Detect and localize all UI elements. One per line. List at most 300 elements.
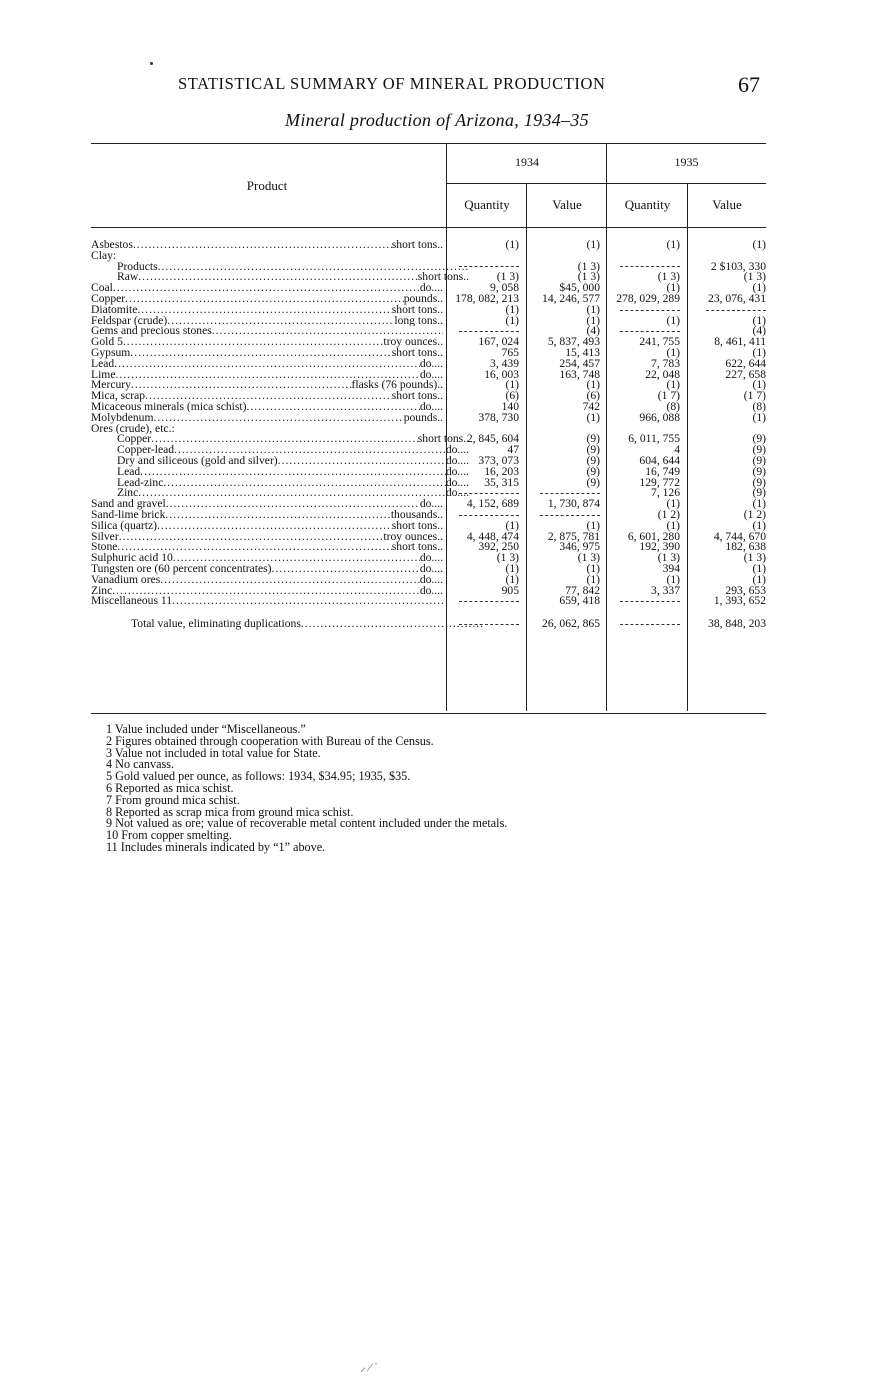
year-1935-header: 1935	[674, 155, 699, 169]
table-body	[91, 240, 766, 637]
quantity-1935-cell: 4	[674, 443, 680, 457]
value-1935-cell: 293, 653	[725, 583, 766, 597]
row-name: Molybdenum	[91, 412, 154, 424]
row-name: Mercury	[91, 380, 131, 392]
row-unit: troy ounces..	[383, 337, 443, 348]
leader-dots	[137, 305, 391, 316]
row-name: Raw	[117, 272, 139, 284]
value-1934-cell: 77, 842	[565, 583, 600, 597]
quantity-1934-cell: 392, 250	[478, 540, 519, 554]
value-1935-cell: 227, 658	[725, 367, 766, 381]
value-1934-cell: (1 3)	[577, 551, 600, 565]
leader-dots	[119, 532, 384, 543]
leader-dots	[112, 586, 420, 597]
row-unit: flasks (76 pounds)..	[351, 380, 443, 392]
dash-placeholder	[620, 624, 680, 625]
row-unit: troy ounces..	[383, 531, 443, 543]
value-1934-cell: 14, 246, 577	[542, 291, 600, 305]
row-label	[91, 586, 443, 597]
value-1934-cell: (1 3)	[577, 259, 600, 273]
leader-dots	[115, 370, 419, 381]
leader-dots	[123, 337, 384, 348]
leader-dots	[174, 445, 446, 456]
quantity-1935-cell: (1 2)	[657, 507, 680, 521]
quantity-1935-cell: 604, 644	[639, 453, 680, 467]
dash-placeholder	[706, 310, 766, 311]
row-name: Asbestos	[91, 240, 133, 251]
leader-dots	[172, 596, 443, 607]
value-1935-cell: 622, 644	[725, 356, 766, 370]
quantity-1935-cell: (1)	[666, 518, 680, 532]
row-unit: do....	[419, 563, 443, 575]
value-1935-cell: 1, 393, 652	[713, 594, 766, 608]
quantity-1935-cell: (1)	[666, 281, 680, 295]
value-1934-cell: (1)	[586, 572, 600, 586]
table-row	[91, 240, 766, 251]
row-label	[91, 262, 469, 273]
value-1935-cell: (1)	[752, 378, 766, 392]
total-label	[91, 611, 483, 637]
value-1935-cell: 4, 744, 670	[713, 529, 766, 543]
row-unit: do....	[445, 477, 469, 489]
dash-placeholder	[620, 331, 680, 332]
table-row	[91, 291, 766, 305]
leader-dots	[153, 413, 403, 424]
table-row	[91, 410, 766, 424]
footnote: 2 Figures obtained through cooperation with Bureau of the Census.	[106, 733, 434, 748]
year-1934-header: 1934	[515, 155, 539, 169]
footnote: 1 Value included under “Miscellaneous.”	[106, 722, 306, 736]
dash-placeholder	[620, 310, 680, 311]
quantity-1935-cell: (8)	[666, 399, 680, 413]
total-value-1935-cell: 38, 848, 203	[708, 617, 766, 631]
row-name: Products	[117, 261, 158, 273]
value-1934-cell: (1)	[586, 561, 600, 575]
value-1935-cell: (9)	[752, 443, 766, 457]
value-1935-cell: (9)	[752, 453, 766, 467]
total-name: Total value, eliminating duplications	[131, 617, 301, 631]
table-bottom-rule	[91, 713, 766, 714]
row-label	[91, 359, 443, 370]
row-name: Copper	[91, 293, 126, 305]
table-row	[91, 302, 766, 316]
row-unit: short tons..	[391, 520, 443, 532]
value-1935-cell: (1)	[752, 561, 766, 575]
quantity-1934-cell: (1)	[505, 572, 519, 586]
row-label	[91, 283, 443, 294]
value-1935-cell: 8, 461, 411	[714, 335, 766, 349]
footnote: 8 Reported as scrap mica from ground mica schist.	[106, 804, 354, 819]
row-name: Silver	[91, 531, 119, 543]
quantity-1934-cell	[446, 596, 519, 607]
row-label	[91, 575, 443, 586]
scan-mark: ⸝ ⁄ ˈ	[360, 1360, 379, 1374]
row-unit: do....	[419, 358, 443, 370]
value-1934-cell: (4)	[586, 324, 600, 338]
value-1934-header: Value	[552, 197, 582, 212]
footnote: 5 Gold valued per ounce, as follows: 1934, $34.95; 1935, $35.	[106, 769, 411, 784]
leader-dots	[278, 456, 446, 467]
row-unit: short tons..	[391, 391, 443, 402]
row-label	[91, 499, 443, 510]
value-1934-cell: 659, 418	[559, 594, 600, 608]
quantity-1935-cell: 394	[662, 561, 680, 575]
dash-placeholder	[459, 331, 519, 332]
row-unit: do....	[419, 574, 443, 586]
row-unit: short tons..	[391, 542, 443, 554]
row-label	[91, 348, 443, 359]
row-name: Mica, scrap	[91, 391, 146, 402]
dash-placeholder	[459, 624, 519, 625]
row-label	[91, 456, 469, 467]
row-label	[91, 532, 443, 543]
footnote: 3 Value not included in total value for State.	[106, 745, 321, 760]
table-title: Mineral production of Arizona, 1934–35	[285, 110, 589, 130]
quantity-1935-cell: (1)	[666, 345, 680, 359]
leader-dots	[165, 510, 390, 521]
row-name: Copper-lead	[117, 445, 175, 456]
footnote: 10 From copper smelting.	[106, 828, 232, 843]
row-label	[91, 326, 443, 337]
leader-dots	[113, 283, 420, 294]
row-label	[91, 434, 469, 445]
table-row	[91, 251, 766, 262]
quantity-1935-cell: 241, 755	[639, 335, 680, 349]
row-name: Lead-zinc	[117, 477, 164, 489]
quantity-1934-cell: 16, 003	[484, 367, 519, 381]
value-1935-header: Value	[712, 197, 742, 212]
quantity-1934-cell: 373, 073	[478, 453, 519, 467]
quantity-1934-cell: (1)	[505, 518, 519, 532]
table-row	[91, 272, 766, 283]
leader-dots	[212, 326, 443, 337]
row-label	[91, 521, 443, 532]
row-name: Gypsum	[91, 347, 131, 359]
quantity-1934-cell: (1)	[505, 561, 519, 575]
value-1935-cell: (1)	[752, 345, 766, 359]
dash-placeholder	[620, 266, 680, 267]
quantity-1934-cell: (1)	[505, 238, 519, 251]
value-1934-cell: (9)	[586, 443, 600, 457]
value-1935-cell: (1 3)	[743, 551, 766, 565]
quantity-1935-cell: 7, 126	[651, 486, 680, 500]
row-name: Coal	[91, 283, 113, 294]
value-1934-cell: (9)	[586, 464, 600, 478]
page-header	[0, 74, 874, 98]
quantity-1935-cell: 966, 088	[639, 410, 680, 424]
row-name: Stone	[91, 542, 118, 554]
value-1934-cell: 1, 730, 874	[547, 497, 600, 511]
row-label	[91, 553, 443, 564]
mineral-production-table	[91, 143, 766, 713]
value-1935-cell: (1)	[752, 313, 766, 327]
row-label	[91, 445, 469, 456]
table-row	[91, 337, 766, 348]
value-1935-cell: 2 $103, 330	[710, 259, 766, 273]
row-name: Copper	[117, 434, 152, 446]
row-unit: short tons..	[417, 434, 469, 446]
row-name: Clay:	[91, 250, 117, 262]
row-unit: thousands..	[390, 509, 443, 521]
row-label	[91, 294, 443, 305]
value-1935-cell: 182, 638	[725, 540, 766, 554]
quantity-1934-cell: (1 3)	[496, 270, 519, 284]
value-1934-cell: 346, 975	[559, 540, 600, 554]
row-label	[91, 391, 443, 402]
value-1934-cell: 163, 748	[559, 367, 600, 381]
running-head: STATISTICAL SUMMARY OF MINERAL PRODUCTION	[178, 74, 606, 93]
leader-dots	[117, 542, 391, 553]
value-1934-cell: 254, 457	[559, 356, 600, 370]
leader-dots	[114, 359, 420, 370]
value-1934-cell: (1)	[586, 518, 600, 532]
quantity-1934-cell: 3, 439	[490, 356, 519, 370]
table-row	[91, 583, 766, 597]
value-1934-cell: (1 3)	[577, 270, 600, 284]
row-unit: do....	[419, 553, 443, 564]
value-1934-cell: 2, 875, 781	[547, 529, 600, 543]
value-1934-cell: (1)	[586, 313, 600, 327]
dash-placeholder	[459, 601, 519, 602]
quantity-1934-cell: (1 3)	[496, 551, 519, 565]
row-name: Diatomite	[91, 304, 138, 316]
quantity-1934-cell: 9, 058	[490, 281, 519, 295]
row-unit: pounds..	[403, 412, 443, 424]
row-label	[91, 467, 469, 478]
leader-dots	[173, 553, 420, 564]
quantity-1934-cell: (1)	[505, 378, 519, 392]
value-1935-cell: (1)	[752, 518, 766, 532]
row-name: Sand-lime brick	[91, 509, 166, 521]
dash-placeholder	[620, 601, 680, 602]
value-1935-cell: (1 7)	[743, 389, 766, 403]
quantity-1935-cell: (1 7)	[657, 389, 680, 403]
row-label	[91, 478, 469, 489]
leader-dots	[167, 316, 394, 327]
table-row	[91, 434, 766, 445]
row-name: Sand and gravel	[91, 499, 166, 510]
row-label	[91, 370, 443, 381]
page-number: 67	[738, 72, 760, 97]
footnote: 11 Includes minerals indicated by “1” above.	[106, 839, 326, 854]
quantity-1934-cell: 35, 315	[484, 475, 519, 489]
value-1935-cell: (1 2)	[743, 507, 766, 521]
footnote: 7 From ground mica schist.	[106, 792, 240, 807]
leader-dots	[133, 240, 392, 251]
value-1934-cell: (1)	[586, 410, 600, 424]
value-1935-cell: (1)	[752, 572, 766, 586]
quantity-1935-cell: 129, 772	[639, 475, 680, 489]
dash-placeholder	[459, 493, 519, 494]
row-name: Gold 5	[91, 337, 123, 348]
footnote: 4 No canvass.	[106, 757, 175, 772]
quantity-1934-cell: 167, 024	[478, 335, 519, 349]
value-1935-cell: (8)	[752, 399, 766, 413]
row-unit: do....	[419, 499, 443, 510]
row-label	[91, 510, 443, 521]
quantity-1935-cell: (1)	[666, 238, 680, 251]
value-1934-cell: (1)	[586, 378, 600, 392]
quantity-1934-cell	[446, 251, 519, 262]
total-quantity-1934-cell	[446, 611, 519, 637]
header-bottom-rule	[91, 227, 766, 228]
row-name: Zinc	[91, 585, 113, 597]
row-unit: do....	[445, 455, 469, 467]
value-1934-cell: 742	[582, 399, 600, 413]
row-label	[91, 240, 443, 251]
table-row	[91, 507, 766, 521]
quantity-1935-cell: (1 3)	[657, 551, 680, 565]
row-unit: do....	[445, 488, 469, 500]
row-name: Dry and siliceous (gold and silver)	[117, 455, 278, 467]
total-quantity-1935-cell	[607, 611, 680, 637]
row-unit: do....	[419, 369, 443, 381]
value-1935-cell: (1)	[752, 281, 766, 295]
leader-dots	[131, 380, 352, 391]
quantity-1934-header: Quantity	[464, 197, 510, 212]
row-name: Silica (quartz)	[91, 520, 157, 532]
leader-dots	[272, 564, 420, 575]
row-unit: long tons..	[394, 315, 443, 327]
quantity-1935-cell: 16, 749	[645, 464, 680, 478]
value-1934-cell: (9)	[586, 453, 600, 467]
row-label	[91, 305, 443, 316]
value-1935-cell: (1)	[752, 238, 766, 251]
row-label	[91, 542, 443, 553]
row-label	[91, 316, 443, 327]
footnote: 9 Not valued as ore; value of recoverable metal content included under the metals.	[106, 816, 508, 831]
row-unit: short tons..	[417, 272, 469, 284]
row-label	[91, 380, 443, 391]
leader-dots	[138, 272, 418, 283]
quantity-1934-cell: 905	[501, 583, 519, 597]
leader-dots	[160, 575, 420, 586]
row-unit: short tons..	[391, 304, 443, 316]
row-label	[91, 488, 469, 499]
dash-placeholder	[459, 266, 519, 267]
table-row	[91, 313, 766, 327]
value-1934-cell: (1)	[586, 238, 600, 251]
value-1934-cell: $45, 000	[559, 281, 600, 295]
leader-dots	[158, 262, 469, 273]
row-name: Ores (crude), etc.:	[91, 423, 175, 435]
leader-dots	[130, 348, 391, 359]
value-1934-cell: (9)	[586, 475, 600, 489]
row-label	[91, 564, 443, 575]
quantity-1934-cell: 4, 152, 689	[466, 497, 519, 511]
value-1935-cell: (1 3)	[743, 270, 766, 284]
row-name: Lime	[91, 369, 116, 381]
row-label	[91, 413, 443, 424]
value-1935-cell: 23, 076, 431	[708, 291, 766, 305]
value-1934-cell: 15, 413	[565, 345, 600, 359]
row-label	[91, 251, 443, 262]
table-row	[91, 391, 766, 402]
row-unit: short tons..	[391, 240, 443, 251]
leader-dots	[166, 499, 420, 510]
value-1934-cell: 5, 837, 493	[547, 335, 600, 349]
quantity-1934-cell: 16, 203	[484, 464, 519, 478]
row-name: Sulphuric acid 10	[91, 553, 173, 564]
value-1934-cell: (9)	[586, 432, 600, 446]
dash-placeholder	[540, 515, 600, 516]
leader-dots	[151, 434, 418, 445]
quantity-1935-cell: 192, 390	[639, 540, 680, 554]
quantity-1934-cell: 178, 082, 213	[455, 291, 519, 305]
quantity-1934-cell: (1)	[505, 313, 519, 327]
row-label	[91, 337, 443, 348]
quantity-1935-cell: 6, 601, 280	[627, 529, 680, 543]
row-unit: do....	[419, 401, 443, 413]
table-top-rule	[91, 143, 766, 144]
leader-dots	[157, 521, 392, 532]
quantity-1934-cell: 47	[507, 443, 519, 457]
quantity-1934-cell: 378, 730	[478, 410, 519, 424]
quantity-1934-cell: 2, 845, 604	[466, 432, 519, 446]
row-name: Tungsten ore (60 percent concentrates)	[91, 563, 272, 575]
quantity-1935-cell: 278, 029, 289	[616, 291, 680, 305]
value-1934-cell: (1)	[586, 302, 600, 316]
row-unit: do....	[445, 445, 469, 456]
quantity-1935-cell	[607, 251, 680, 262]
row-label	[91, 272, 469, 283]
row-name: Lead	[91, 358, 115, 370]
quantity-1935-cell: (1)	[666, 497, 680, 511]
value-1935-cell: (4)	[752, 324, 766, 338]
row-name: Gems and precious stones	[91, 326, 212, 338]
quantity-1934-cell: 140	[501, 399, 519, 413]
row-label	[91, 424, 443, 435]
value-1935-cell: (9)	[752, 475, 766, 489]
row-name: Feldspar (crude)	[91, 315, 168, 327]
row-unit: do....	[419, 585, 443, 597]
leader-dots	[125, 294, 404, 305]
table-row	[91, 561, 766, 575]
quantity-1935-cell: (1)	[666, 572, 680, 586]
value-1934-cell: (6)	[586, 389, 600, 403]
quantity-1935-cell: (1 3)	[657, 270, 680, 284]
scan-speck	[150, 62, 153, 65]
value-1935-cell: (9)	[752, 486, 766, 500]
quantity-1935-cell: (1)	[666, 313, 680, 327]
quantity-1934-cell: (1)	[505, 302, 519, 316]
footnote: 6 Reported as mica schist.	[106, 780, 234, 795]
quantity-1935-cell: 3, 337	[651, 583, 680, 597]
row-unit: pounds..	[403, 293, 443, 305]
product-header: Product	[246, 178, 288, 193]
table-row	[91, 596, 766, 607]
table-row	[91, 367, 766, 381]
quantity-1934-cell: 765	[501, 345, 519, 359]
row-label	[91, 402, 443, 413]
quantity-1934-cell: (6)	[505, 389, 519, 403]
quantity-1935-cell: 22, 048	[645, 367, 680, 381]
row-unit: do....	[419, 283, 443, 294]
leader-dots	[140, 467, 446, 478]
value-1935-cell: (1)	[752, 497, 766, 511]
leader-dots	[138, 488, 446, 499]
quantity-1934-cell: 4, 448, 474	[466, 529, 519, 543]
row-name: Micaceous minerals (mica schist)	[91, 401, 247, 413]
leader-dots	[247, 402, 420, 413]
quantity-1935-header: Quantity	[624, 197, 671, 212]
dash-placeholder	[459, 515, 519, 516]
value-1935-cell: (1)	[752, 410, 766, 424]
leader-dots	[145, 391, 392, 402]
value-1935-cell: (9)	[752, 464, 766, 478]
quantity-1935-cell: (1)	[666, 378, 680, 392]
row-name: Lead	[117, 466, 141, 478]
